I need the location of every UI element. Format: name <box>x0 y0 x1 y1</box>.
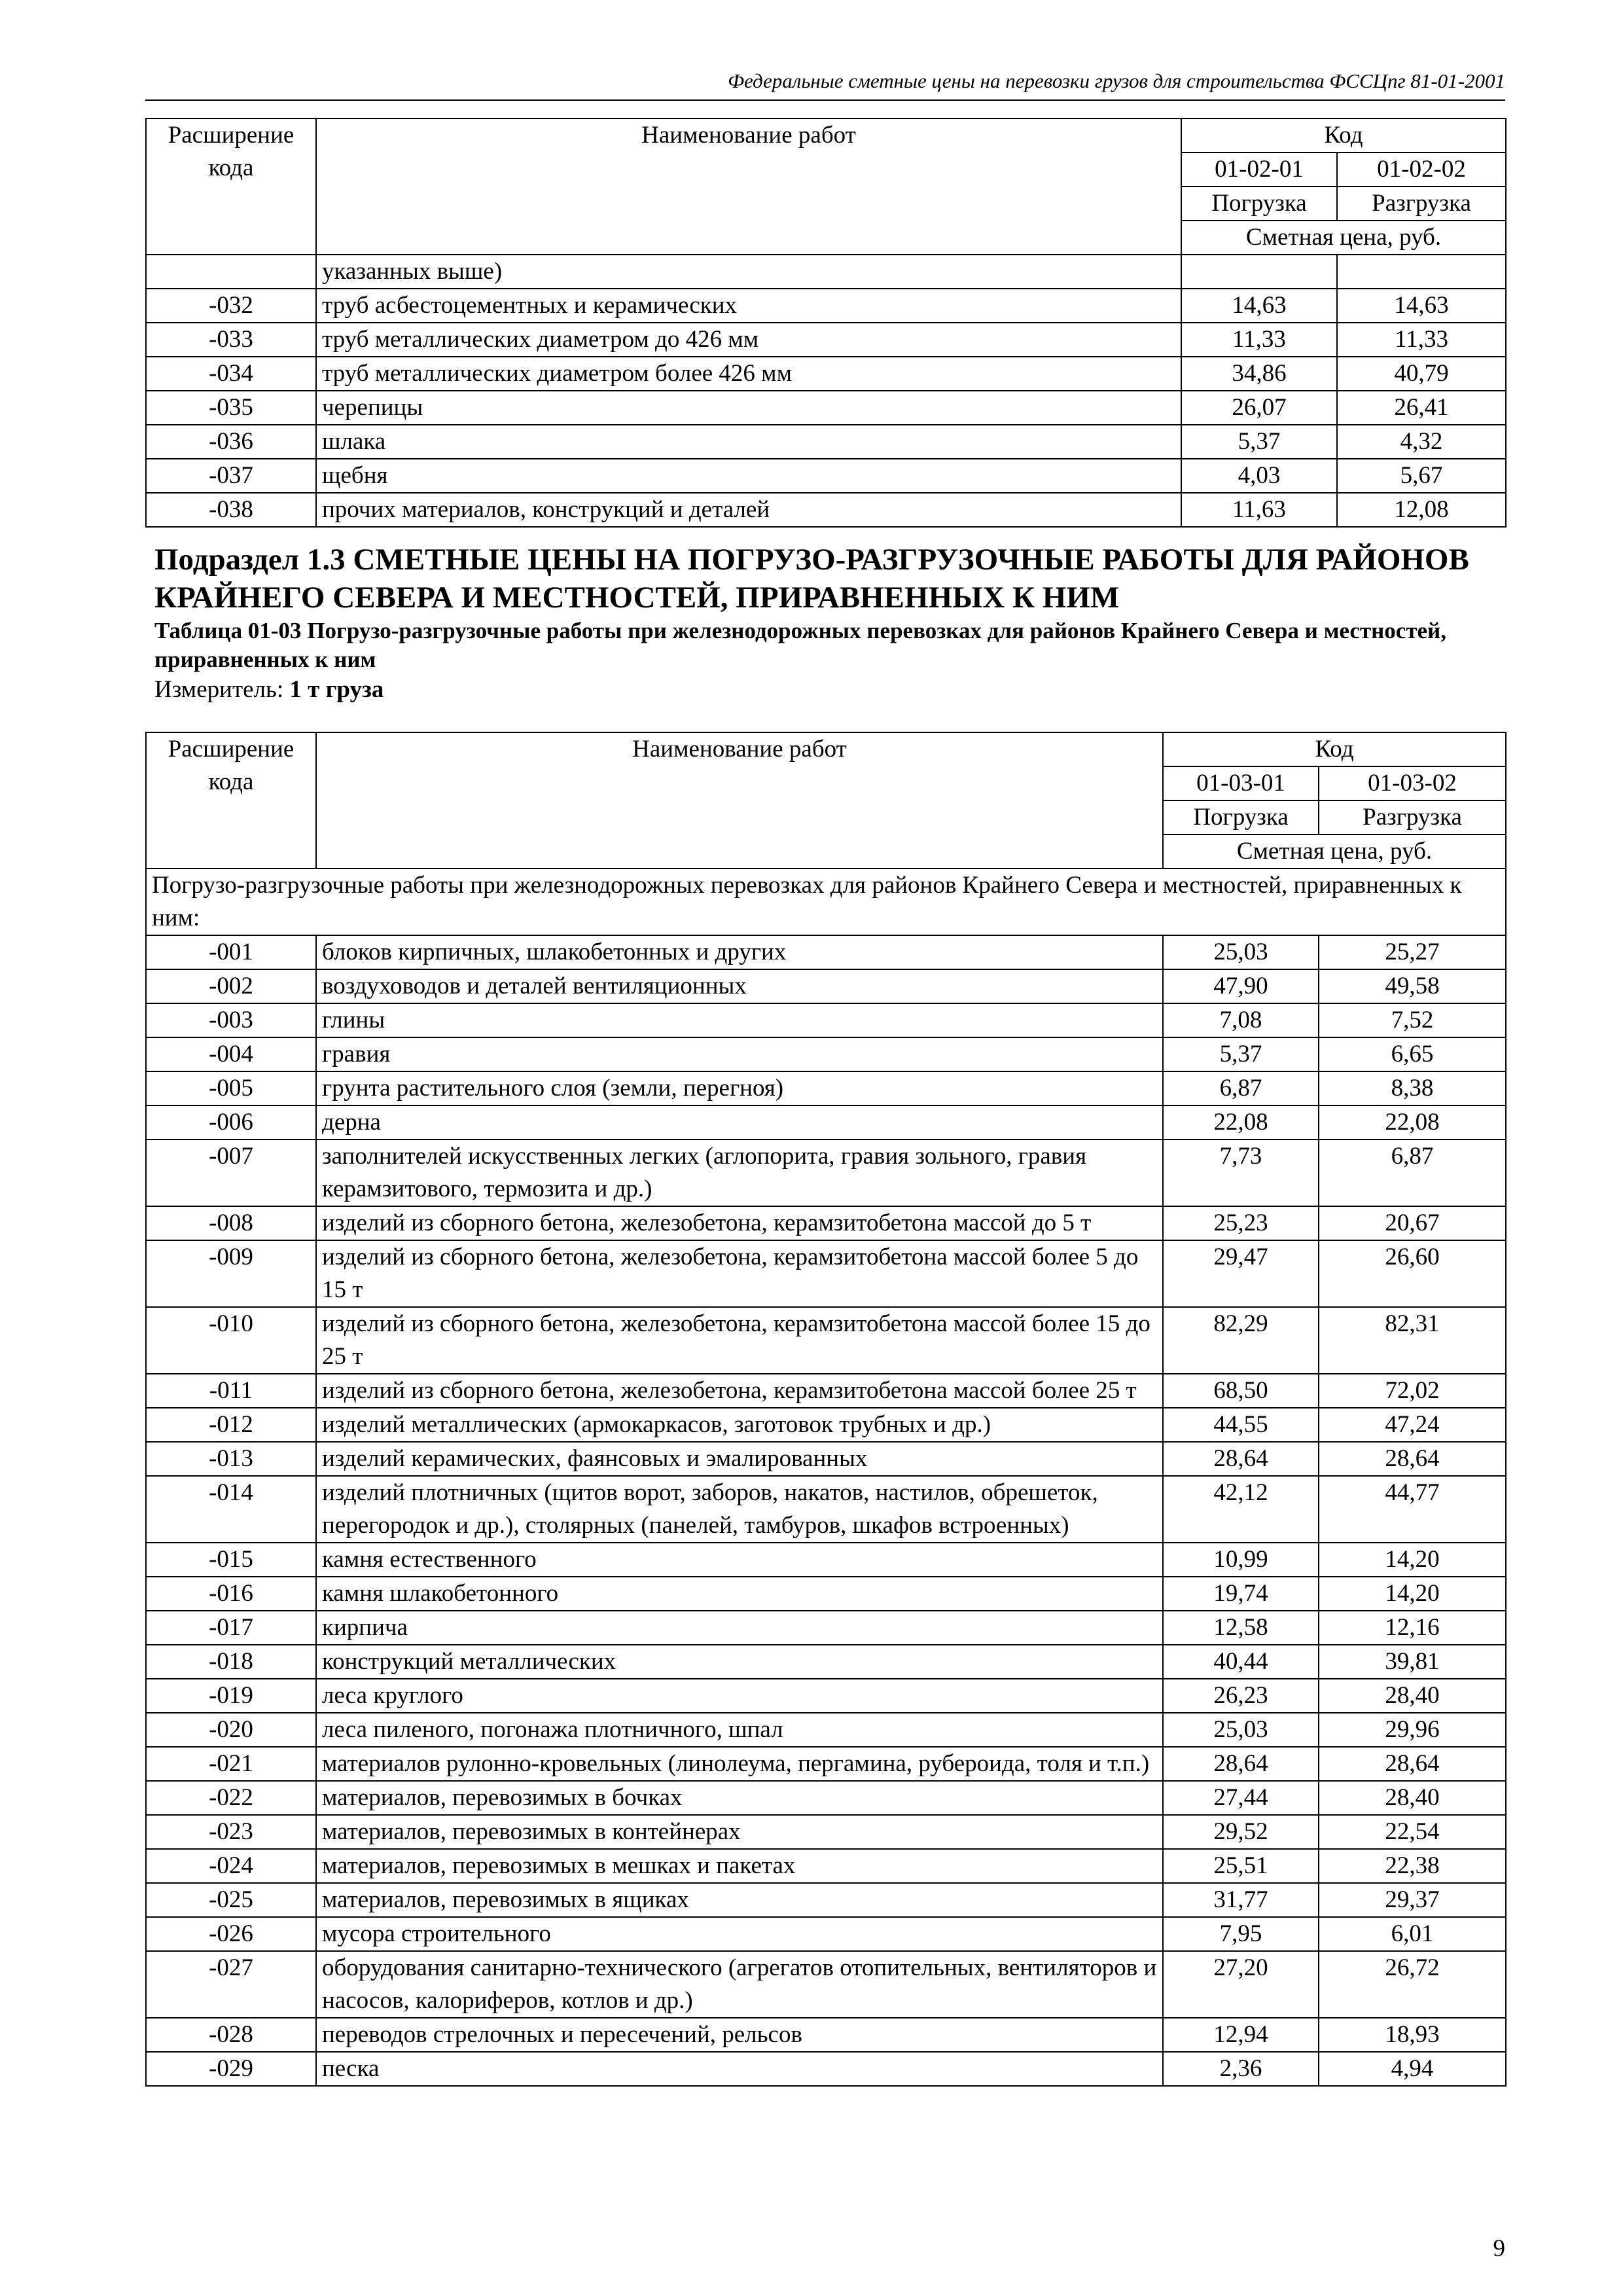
cell-price-b: 49,58 <box>1319 969 1506 1003</box>
cell-work-name: камня шлакобетонного <box>316 1577 1163 1611</box>
cell-code: -019 <box>146 1679 316 1713</box>
cell-code: -034 <box>146 357 316 391</box>
cell-code: -026 <box>146 1917 316 1951</box>
cell-code: -022 <box>146 1781 316 1815</box>
cell-work-name: изделий из сборного бетона, железобетона, керамзитобетона массой до 5 т <box>316 1206 1163 1240</box>
cell-price-b: 7,52 <box>1319 1003 1506 1037</box>
cell-price-b: 26,60 <box>1319 1240 1506 1307</box>
table-row <box>146 1815 1506 1849</box>
table-row <box>146 425 1506 459</box>
cell-price-b: 22,38 <box>1319 1849 1506 1883</box>
cell-work-name: черепицы <box>316 391 1181 425</box>
cell-code: -023 <box>146 1815 316 1849</box>
cell-price-a: 7,95 <box>1163 1917 1319 1951</box>
cell-price-a: 29,47 <box>1163 1240 1319 1307</box>
cell-work-name: труб металлических диаметром более 426 мм <box>316 357 1181 391</box>
cell-work-name: изделий из сборного бетона, железобетона, керамзитобетона массой более 25 т <box>316 1374 1163 1408</box>
cell-price-b: 5,67 <box>1337 459 1506 493</box>
cell-price-b: 12,16 <box>1319 1611 1506 1645</box>
table-row <box>146 1645 1506 1679</box>
cell-price-a: 31,77 <box>1163 1883 1319 1917</box>
cell-price-a: 5,37 <box>1163 1037 1319 1071</box>
table-row <box>146 289 1506 323</box>
cell-price-a: 11,63 <box>1181 493 1337 527</box>
cell-code: -001 <box>146 935 316 969</box>
cell-code: -015 <box>146 1543 316 1577</box>
cell-price-a: 34,86 <box>1181 357 1337 391</box>
cell-code: -037 <box>146 459 316 493</box>
table-row <box>146 1071 1506 1105</box>
cell-price-b: 12,08 <box>1337 493 1506 527</box>
cell-work-name: воздуховодов и деталей вентиляционных <box>316 969 1163 1003</box>
header-op-a: Погрузка <box>1181 187 1337 221</box>
cell-price-a: 11,33 <box>1181 323 1337 357</box>
header-price: Сметная цена, руб. <box>1181 221 1506 255</box>
table-row <box>146 255 1506 289</box>
cell-work-name: камня естественного <box>316 1543 1163 1577</box>
cell-price-b: 28,40 <box>1319 1679 1506 1713</box>
table-row <box>146 1883 1506 1917</box>
cell-work-name: щебня <box>316 459 1181 493</box>
cell-price-a: 44,55 <box>1163 1408 1319 1442</box>
header-code: Код <box>1181 118 1506 152</box>
header-code-b: 01-03-02 <box>1319 766 1506 800</box>
cell-code: -028 <box>146 2018 316 2052</box>
table-row <box>146 969 1506 1003</box>
header-code-a: 01-02-01 <box>1181 152 1337 187</box>
table-row <box>146 1679 1506 1713</box>
cell-work-name: кирпича <box>316 1611 1163 1645</box>
table-row <box>146 1307 1506 1374</box>
header-work-name: Наименование работ <box>316 118 1181 255</box>
cell-work-name: заполнителей искусственных легких (аглопорита, гравия зольного, гравия керамзитового, термозита и др.) <box>316 1139 1163 1206</box>
cell-price-a: 19,74 <box>1163 1577 1319 1611</box>
cell-price-b: 47,24 <box>1319 1408 1506 1442</box>
cell-code: -011 <box>146 1374 316 1408</box>
cell-price-a: 6,87 <box>1163 1071 1319 1105</box>
cell-code: -012 <box>146 1408 316 1442</box>
cell-price-a: 68,50 <box>1163 1374 1319 1408</box>
cell-price-a: 27,44 <box>1163 1781 1319 1815</box>
page-number: 9 <box>1493 2235 1505 2262</box>
cell-code: -018 <box>146 1645 316 1679</box>
cell-price-b: 11,33 <box>1337 323 1506 357</box>
cell-work-name: материалов, перевозимых в ящиках <box>316 1883 1163 1917</box>
cell-work-name: изделий из сборного бетона, железобетона, керамзитобетона массой более 5 до 15 т <box>316 1240 1163 1307</box>
cell-work-name: изделий металлических (армокаркасов, заготовок трубных и др.) <box>316 1408 1163 1442</box>
cell-price-a: 12,94 <box>1163 2018 1319 2052</box>
table-row <box>146 1917 1506 1951</box>
cell-price-b: 4,94 <box>1319 2052 1506 2086</box>
cell-price-a: 12,58 <box>1163 1611 1319 1645</box>
cell-work-name: изделий керамических, фаянсовых и эмалированных <box>316 1442 1163 1476</box>
table-row <box>146 391 1506 425</box>
cell-code: -014 <box>146 1476 316 1543</box>
cell-price-a: 4,03 <box>1181 459 1337 493</box>
cell-work-name: прочих материалов, конструкций и деталей <box>316 493 1181 527</box>
cell-code: -005 <box>146 1071 316 1105</box>
table-01-02 <box>145 118 1507 528</box>
table-row <box>146 2018 1506 2052</box>
cell-price-a: 29,52 <box>1163 1815 1319 1849</box>
cell-price-b <box>1337 255 1506 289</box>
header-code-b: 01-02-02 <box>1337 152 1506 187</box>
cell-code: -017 <box>146 1611 316 1645</box>
cell-work-name: переводов стрелочных и пересечений, рельсов <box>316 2018 1163 2052</box>
cell-price-b: 28,40 <box>1319 1781 1506 1815</box>
cell-price-a: 82,29 <box>1163 1307 1319 1374</box>
cell-work-name: блоков кирпичных, шлакобетонных и других <box>316 935 1163 969</box>
measure-value: 1 т груза <box>289 676 384 703</box>
cell-work-name: гравия <box>316 1037 1163 1071</box>
table-row <box>146 935 1506 969</box>
cell-code: -024 <box>146 1849 316 1883</box>
cell-price-a: 25,51 <box>1163 1849 1319 1883</box>
cell-work-name: конструкций металлических <box>316 1645 1163 1679</box>
cell-code: -013 <box>146 1442 316 1476</box>
table-row <box>146 1543 1506 1577</box>
table-row <box>146 1951 1506 2018</box>
cell-price-b: 6,65 <box>1319 1037 1506 1071</box>
cell-price-a: 40,44 <box>1163 1645 1319 1679</box>
table-row <box>146 1713 1506 1747</box>
header-rule <box>145 99 1505 101</box>
cell-continuation: указанных выше) <box>316 255 1181 289</box>
cell-work-name: труб металлических диаметром до 426 мм <box>316 323 1181 357</box>
cell-price-a: 25,23 <box>1163 1206 1319 1240</box>
cell-code: -007 <box>146 1139 316 1206</box>
cell-price-b: 20,67 <box>1319 1206 1506 1240</box>
cell-code: -003 <box>146 1003 316 1037</box>
table-row <box>146 357 1506 391</box>
cell-price-b: 6,87 <box>1319 1139 1506 1206</box>
table-row <box>146 1003 1506 1037</box>
cell-price-b: 44,77 <box>1319 1476 1506 1543</box>
cell-code: -025 <box>146 1883 316 1917</box>
section-title: Подраздел 1.3 СМЕТНЫЕ ЦЕНЫ НА ПОГРУЗО-РАЗГРУЗОЧНЫЕ РАБОТЫ ДЛЯ РАЙОНОВ КРАЙНЕГО СЕВЕРА И МЕСТНОСТЕЙ, ПРИРАВНЕННЫХ К НИМ <box>154 543 1469 615</box>
cell-work-name: материалов, перевозимых в мешках и пакетах <box>316 1849 1163 1883</box>
running-header: Федеральные сметные цены на перевозки грузов для строительства ФССЦпг 81-01-2001 <box>728 69 1505 92</box>
cell-code: -020 <box>146 1713 316 1747</box>
cell-price-b: 26,72 <box>1319 1951 1506 2018</box>
cell-code: -033 <box>146 323 316 357</box>
group-title-row <box>146 869 1506 935</box>
cell-price-b: 29,37 <box>1319 1883 1506 1917</box>
cell-code: -035 <box>146 391 316 425</box>
table-row <box>146 1105 1506 1139</box>
cell-price-b: 39,81 <box>1319 1645 1506 1679</box>
cell-price-b: 29,96 <box>1319 1713 1506 1747</box>
cell-work-name: материалов рулонно-кровельных (линолеума, пергамина, рубероида, толя и т.п.) <box>316 1747 1163 1781</box>
header-code-a: 01-03-01 <box>1163 766 1319 800</box>
cell-work-name: материалов, перевозимых в контейнерах <box>316 1815 1163 1849</box>
measure-line <box>154 674 1505 706</box>
cell-work-name: грунта растительного слоя (земли, перегноя) <box>316 1071 1163 1105</box>
cell-price-a: 7,08 <box>1163 1003 1319 1037</box>
header-work-name: Наименование работ <box>316 732 1163 869</box>
cell-price-a: 25,03 <box>1163 1713 1319 1747</box>
cell-code: -027 <box>146 1951 316 2018</box>
cell-code <box>146 255 316 289</box>
header-op-b: Разгрузка <box>1319 800 1506 834</box>
table-row <box>146 1374 1506 1408</box>
cell-price-b: 22,08 <box>1319 1105 1506 1139</box>
cell-work-name: материалов, перевозимых в бочках <box>316 1781 1163 1815</box>
cell-code: -009 <box>146 1240 316 1307</box>
cell-code: -008 <box>146 1206 316 1240</box>
table-row <box>146 1476 1506 1543</box>
cell-work-name: глины <box>316 1003 1163 1037</box>
table-row <box>146 493 1506 527</box>
cell-work-name: дерна <box>316 1105 1163 1139</box>
cell-price-a: 27,20 <box>1163 1951 1319 2018</box>
cell-code: -002 <box>146 969 316 1003</box>
cell-price-a <box>1181 255 1337 289</box>
cell-code: -021 <box>146 1747 316 1781</box>
cell-price-a: 26,07 <box>1181 391 1337 425</box>
cell-price-a: 47,90 <box>1163 969 1319 1003</box>
cell-price-a: 14,63 <box>1181 289 1337 323</box>
table-row <box>146 1037 1506 1071</box>
cell-price-a: 5,37 <box>1181 425 1337 459</box>
table-row <box>146 1408 1506 1442</box>
cell-code: -004 <box>146 1037 316 1071</box>
section-block <box>154 541 1505 706</box>
cell-work-name: труб асбестоцементных и керамических <box>316 289 1181 323</box>
cell-code: -038 <box>146 493 316 527</box>
table-row <box>146 1442 1506 1476</box>
table-row <box>146 2052 1506 2086</box>
table-row <box>146 1611 1506 1645</box>
cell-price-a: 42,12 <box>1163 1476 1319 1543</box>
cell-code: -036 <box>146 425 316 459</box>
cell-price-a: 2,36 <box>1163 2052 1319 2086</box>
cell-price-b: 8,38 <box>1319 1071 1506 1105</box>
table-row <box>146 459 1506 493</box>
header-ext-code: Расширение кода <box>146 732 316 869</box>
cell-code: -032 <box>146 289 316 323</box>
table-row <box>146 1849 1506 1883</box>
cell-price-a: 22,08 <box>1163 1105 1319 1139</box>
table-row <box>146 1240 1506 1307</box>
table-row <box>146 1577 1506 1611</box>
table-row <box>146 1747 1506 1781</box>
cell-code: -010 <box>146 1307 316 1374</box>
cell-price-a: 7,73 <box>1163 1139 1319 1206</box>
cell-code: -029 <box>146 2052 316 2086</box>
cell-price-b: 25,27 <box>1319 935 1506 969</box>
cell-price-b: 6,01 <box>1319 1917 1506 1951</box>
cell-price-b: 22,54 <box>1319 1815 1506 1849</box>
cell-work-name: мусора строительного <box>316 1917 1163 1951</box>
group-title: Погрузо-разгрузочные работы при железнодорожных перевозках для районов Крайнего Севера и местностей, приравненных к ним: <box>146 869 1506 935</box>
cell-price-b: 28,64 <box>1319 1442 1506 1476</box>
header-op-a: Погрузка <box>1163 800 1319 834</box>
cell-price-b: 4,32 <box>1337 425 1506 459</box>
cell-work-name: оборудования санитарно-технического (агрегатов отопительных, вентиляторов и насосов, калориферов, котлов и др.) <box>316 1951 1163 2018</box>
cell-price-a: 25,03 <box>1163 935 1319 969</box>
header-ext-code: Расширение кода <box>146 118 316 255</box>
cell-price-b: 40,79 <box>1337 357 1506 391</box>
cell-price-b: 14,20 <box>1319 1543 1506 1577</box>
table-row <box>146 1781 1506 1815</box>
measure-label: Измеритель: <box>154 676 290 703</box>
cell-price-a: 28,64 <box>1163 1442 1319 1476</box>
cell-price-a: 10,99 <box>1163 1543 1319 1577</box>
header-op-b: Разгрузка <box>1337 187 1506 221</box>
header-price: Сметная цена, руб. <box>1163 834 1506 869</box>
table-row <box>146 323 1506 357</box>
cell-price-a: 26,23 <box>1163 1679 1319 1713</box>
cell-work-name: леса пиленого, погонажа плотничного, шпал <box>316 1713 1163 1747</box>
table-caption: Таблица 01-03 Погрузо-разгрузочные работы при железнодорожных перевозках для районов Крайнего Севера и местностей, приравненных к ним <box>154 618 1446 672</box>
cell-price-b: 72,02 <box>1319 1374 1506 1408</box>
header-code: Код <box>1163 732 1506 766</box>
cell-code: -006 <box>146 1105 316 1139</box>
cell-work-name: песка <box>316 2052 1163 2086</box>
cell-price-b: 82,31 <box>1319 1307 1506 1374</box>
cell-work-name: леса круглого <box>316 1679 1163 1713</box>
cell-price-b: 28,64 <box>1319 1747 1506 1781</box>
table-row <box>146 1206 1506 1240</box>
cell-work-name: изделий плотничных (щитов ворот, заборов, накатов, настилов, обрешеток, перегородок и др.), столярных (панелей, тамбуров, шкафов встроенных) <box>316 1476 1163 1543</box>
cell-price-b: 14,63 <box>1337 289 1506 323</box>
cell-price-b: 18,93 <box>1319 2018 1506 2052</box>
cell-price-b: 14,20 <box>1319 1577 1506 1611</box>
cell-code: -016 <box>146 1577 316 1611</box>
cell-price-a: 28,64 <box>1163 1747 1319 1781</box>
table-01-03 <box>145 732 1507 2087</box>
cell-work-name: шлака <box>316 425 1181 459</box>
cell-work-name: изделий из сборного бетона, железобетона, керамзитобетона массой более 15 до 25 т <box>316 1307 1163 1374</box>
cell-price-b: 26,41 <box>1337 391 1506 425</box>
table-row <box>146 1139 1506 1206</box>
